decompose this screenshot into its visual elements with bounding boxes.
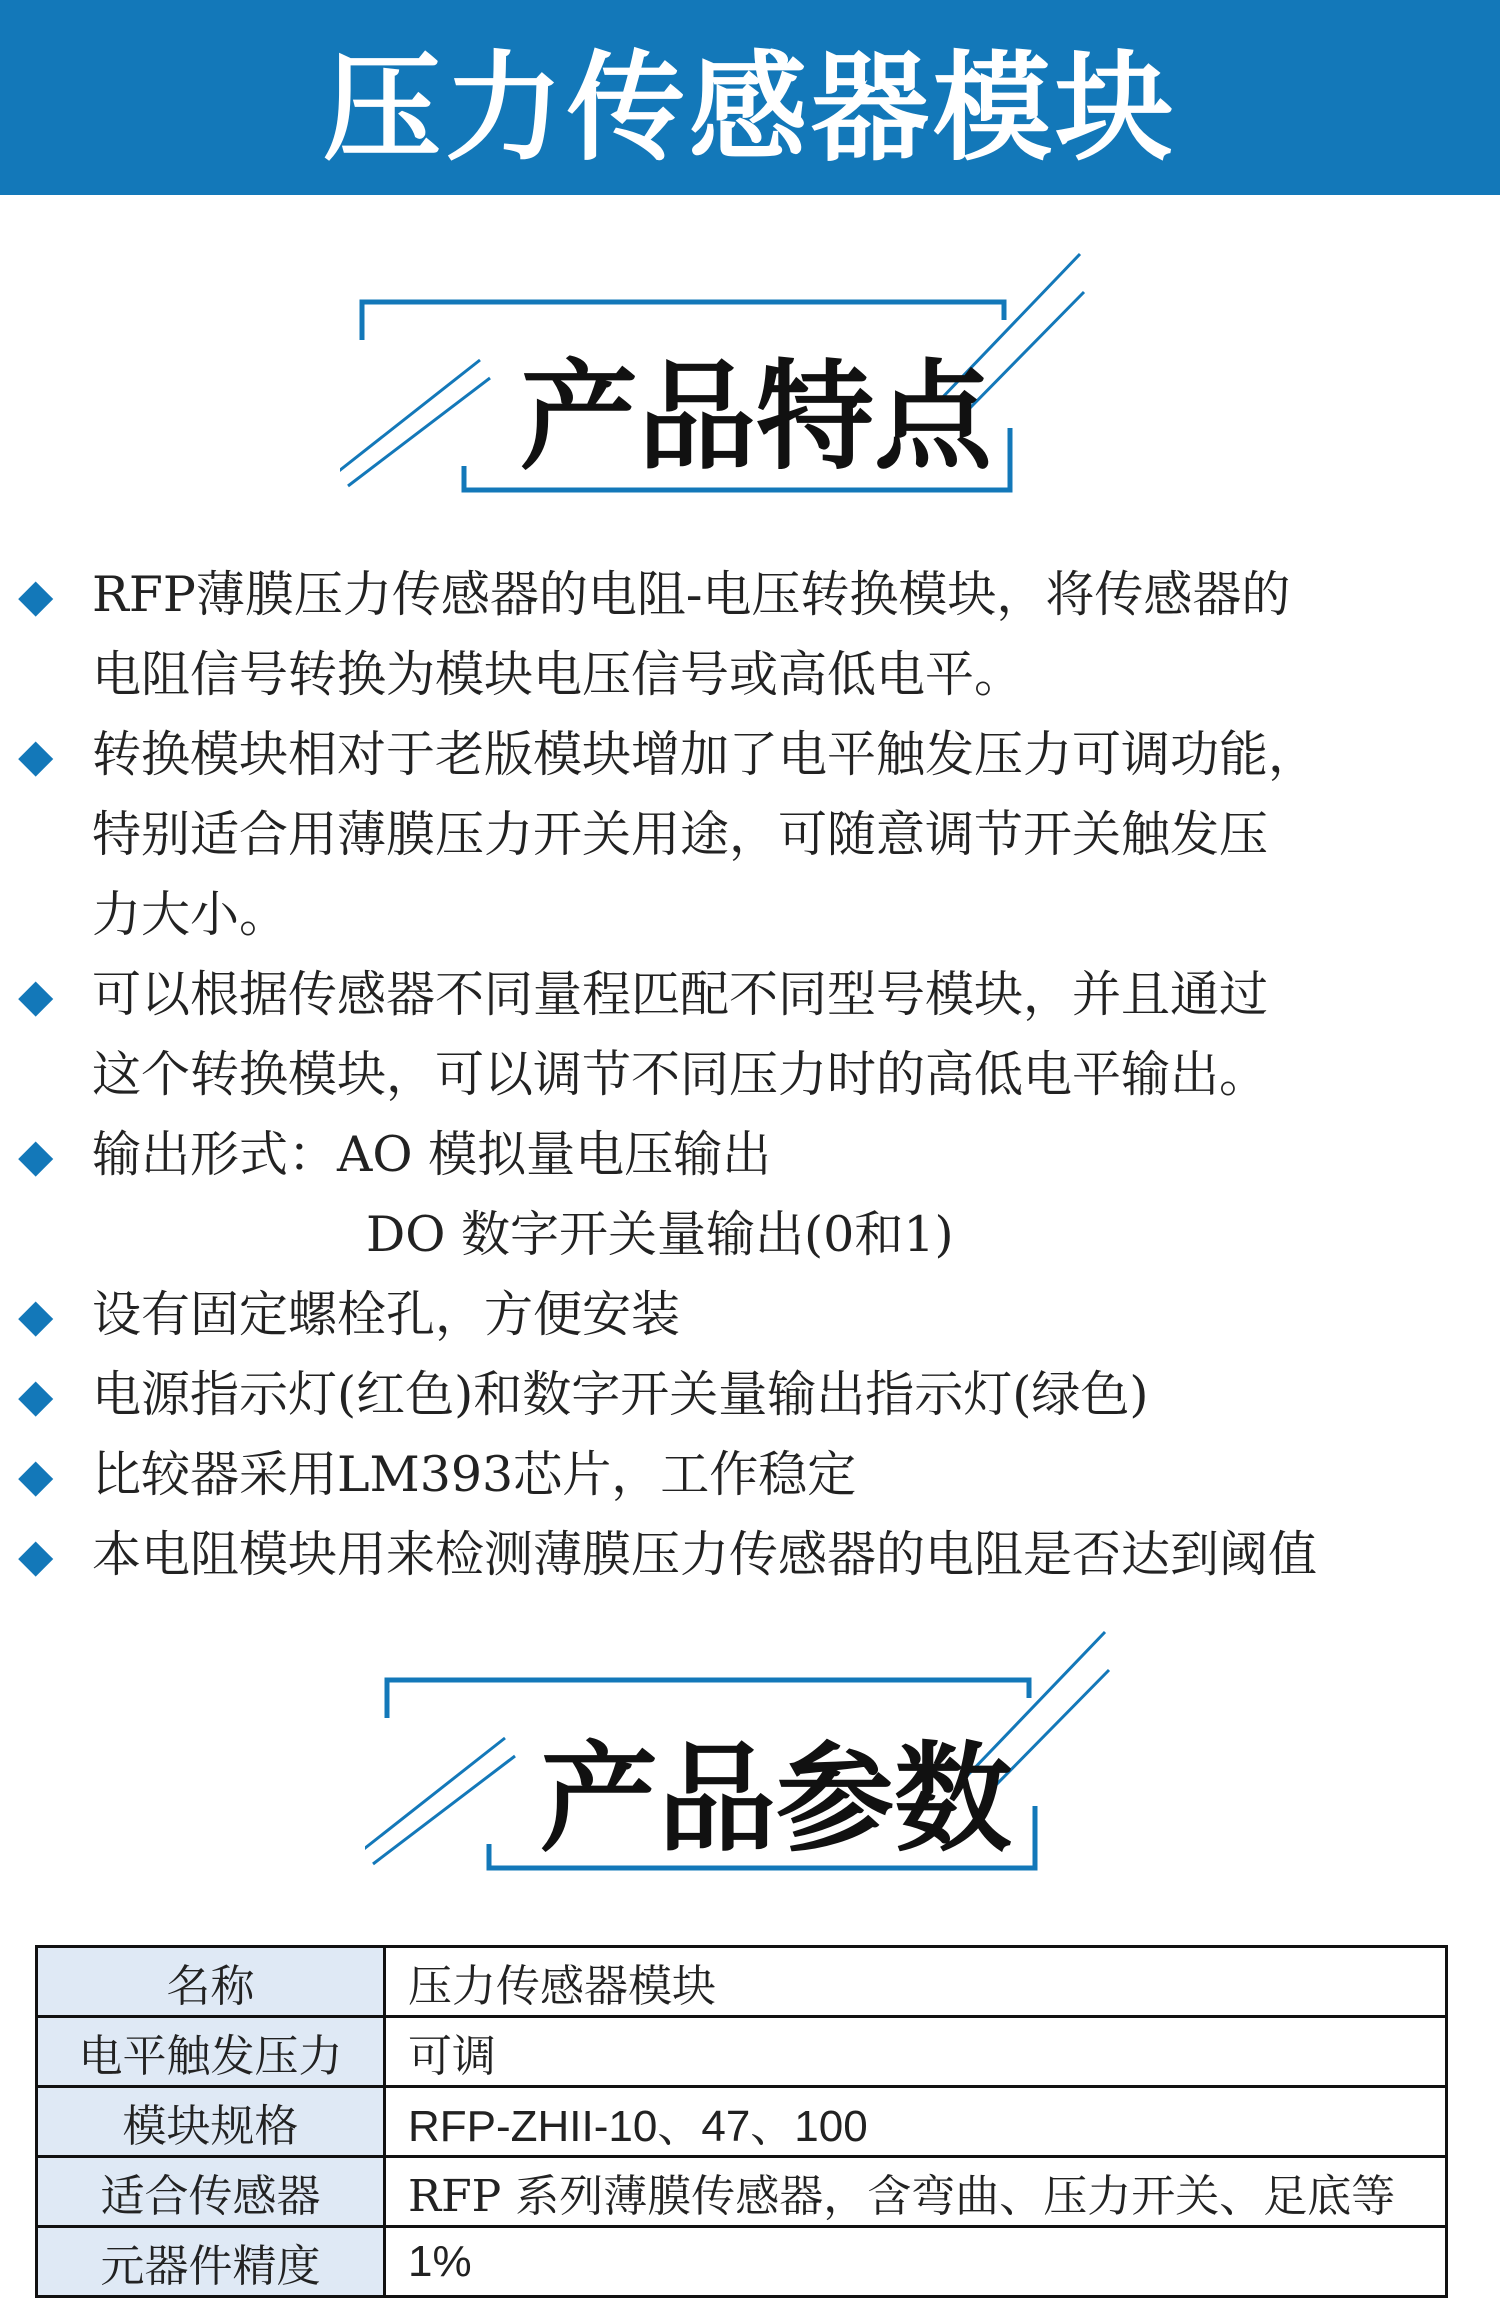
features-heading: 产品特点 bbox=[520, 348, 993, 486]
feature-line: 设有固定螺栓孔，方便安装 bbox=[92, 1286, 681, 1343]
diamond-bullet-icon: ◆ bbox=[18, 568, 54, 622]
params-table bbox=[35, 1945, 1448, 2298]
param-value-cell: RFP-ZHII-10、47、100 bbox=[385, 2087, 1447, 2157]
diamond-bullet-icon: ◆ bbox=[18, 968, 54, 1022]
table-row bbox=[37, 2087, 1447, 2157]
feature-line: RFP薄膜压力传感器的电阻-电压转换模块，将传感器的 bbox=[92, 566, 1291, 623]
param-name-cell: 电平触发压力 bbox=[37, 2017, 385, 2087]
param-value-cell: RFP 系列薄膜传感器，含弯曲、压力开关、足底等 bbox=[385, 2157, 1447, 2227]
title-banner bbox=[0, 0, 1500, 195]
table-row bbox=[37, 2017, 1447, 2087]
diamond-bullet-icon: ◆ bbox=[18, 1528, 54, 1582]
feature-line: 电阻信号转换为模块电压信号或高低电平。 bbox=[92, 646, 1024, 703]
feature-line: 输出形式：AO 模拟量电压输出 bbox=[92, 1126, 772, 1183]
param-name-cell: 模块规格 bbox=[37, 2087, 385, 2157]
feature-line: 力大小。 bbox=[92, 886, 289, 943]
feature-line: 本电阻模块用来检测薄膜压力传感器的电阻是否达到阈值 bbox=[92, 1526, 1318, 1583]
features-heading-block bbox=[340, 250, 1040, 500]
feature-line: 比较器采用LM393芯片，工作稳定 bbox=[92, 1446, 857, 1503]
feature-line: DO 数字开关量输出(0和1) bbox=[366, 1206, 954, 1263]
param-value-cell: 可调 bbox=[385, 2017, 1447, 2087]
param-value-cell: 1% bbox=[385, 2227, 1447, 2297]
table-row bbox=[37, 2227, 1447, 2297]
page-title: 压力传感器模块 bbox=[322, 38, 1177, 177]
feature-line: 特别适合用薄膜压力开关用途，可随意调节开关触发压 bbox=[92, 806, 1269, 863]
param-name-cell: 适合传感器 bbox=[37, 2157, 385, 2227]
feature-line: 可以根据传感器不同量程匹配不同型号模块，并且通过 bbox=[92, 966, 1269, 1023]
diamond-bullet-icon: ◆ bbox=[18, 1368, 54, 1422]
diamond-bullet-icon: ◆ bbox=[18, 728, 54, 782]
feature-line: 电源指示灯(红色)和数字开关量输出指示灯(绿色) bbox=[92, 1366, 1149, 1423]
feature-line: 这个转换模块，可以调节不同压力时的高低电平输出。 bbox=[92, 1046, 1269, 1103]
param-name-cell: 名称 bbox=[37, 1947, 385, 2017]
param-name-cell: 元器件精度 bbox=[37, 2227, 385, 2297]
table-row bbox=[37, 1947, 1447, 2017]
diamond-bullet-icon: ◆ bbox=[18, 1128, 54, 1182]
params-heading-block bbox=[365, 1628, 1065, 1878]
feature-line: 转换模块相对于老版模块增加了电平触发压力可调功能， bbox=[92, 726, 1318, 783]
params-heading: 产品参数 bbox=[540, 1730, 1013, 1868]
table-row bbox=[37, 2157, 1447, 2227]
diamond-bullet-icon: ◆ bbox=[18, 1288, 54, 1342]
param-value-cell: 压力传感器模块 bbox=[385, 1947, 1447, 2017]
diamond-bullet-icon: ◆ bbox=[18, 1448, 54, 1502]
